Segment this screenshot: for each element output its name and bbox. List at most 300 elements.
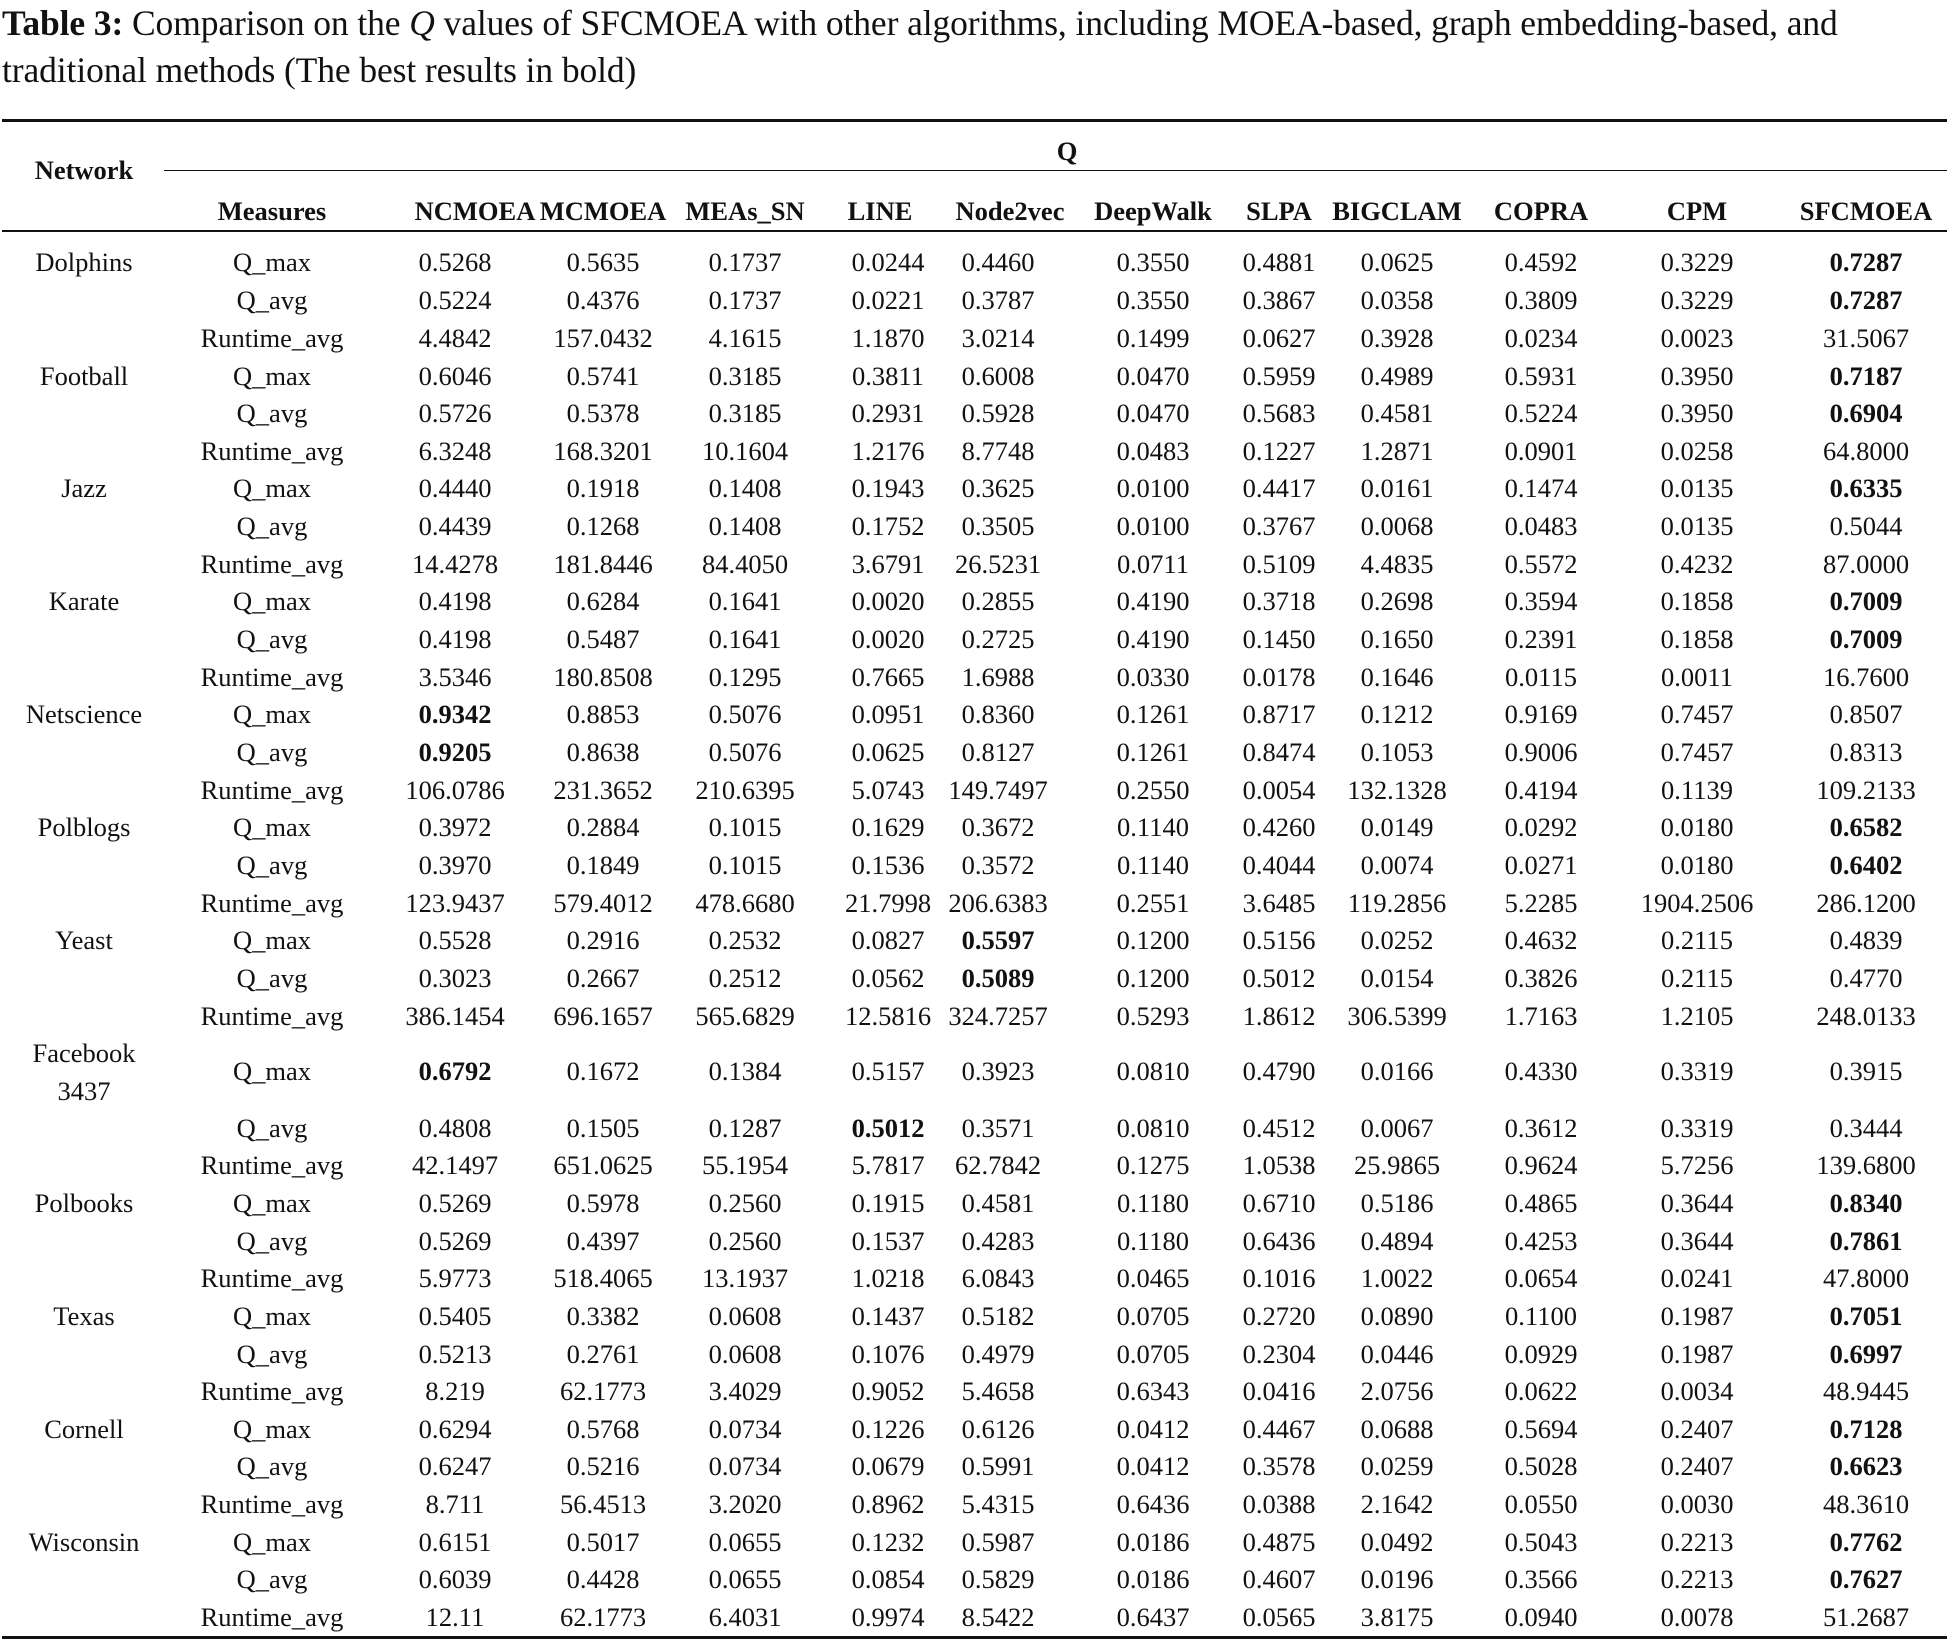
table-cell: 62.7842 [954, 1149, 1042, 1180]
table-cell: 0.4260 [1242, 811, 1316, 842]
table-cell: 0.7009 [1829, 585, 1903, 616]
header-col-bigclam: BIGCLAM [1332, 195, 1462, 226]
header-bottom-rule [2, 230, 1947, 232]
table-cell: 0.5405 [418, 1300, 492, 1331]
table-cell: 231.3652 [553, 774, 653, 805]
table-cell: 0.1650 [1360, 623, 1434, 654]
table-cell: 565.6829 [695, 1000, 795, 1031]
table-cell: 696.1657 [553, 1000, 653, 1031]
table-cell: 0.5931 [1504, 360, 1578, 391]
caption-q-symbol: Q [409, 3, 435, 43]
network-name: Polblogs [37, 811, 131, 842]
measure-label: Runtime_avg [200, 1488, 344, 1519]
table-cell: 0.5076 [708, 698, 782, 729]
table-cell: 0.0388 [1242, 1488, 1316, 1519]
header-col-measures: Measures [217, 195, 327, 226]
table-cell: 106.0786 [405, 774, 505, 805]
table-cell: 1904.2506 [1640, 887, 1754, 918]
table-cell: 180.8508 [553, 661, 653, 692]
measure-label: Q_avg [236, 1225, 308, 1256]
table-cell: 0.3915 [1829, 1055, 1903, 1086]
table-cell: 0.4253 [1504, 1225, 1578, 1256]
table-cell: 0.5991 [961, 1450, 1035, 1481]
measure-label: Q_avg [236, 1563, 308, 1594]
table-cell: 8.219 [425, 1375, 485, 1406]
network-name: Cornell [44, 1413, 124, 1444]
table-cell: 0.3185 [708, 397, 782, 428]
table-cell: 0.8853 [566, 698, 640, 729]
measure-label: Q_max [232, 924, 312, 955]
table-cell: 0.6437 [1116, 1601, 1190, 1632]
table-cell: 0.6997 [1829, 1338, 1903, 1369]
table-cell: 0.0241 [1660, 1262, 1734, 1293]
table-cell: 62.1773 [559, 1375, 647, 1406]
network-name: Karate [48, 585, 120, 616]
table-cell: 0.3023 [418, 962, 492, 993]
table-cell: 0.2551 [1116, 887, 1190, 918]
table-cell: 0.1295 [708, 661, 782, 692]
table-cell: 0.5043 [1504, 1526, 1578, 1557]
table-cell: 0.2115 [1661, 924, 1733, 955]
table-cell: 0.3505 [961, 510, 1035, 541]
table-cell: 0.0416 [1242, 1375, 1316, 1406]
measure-label: Q_max [232, 698, 312, 729]
table-cell: 1.6988 [961, 661, 1035, 692]
measure-label: Runtime_avg [200, 1000, 344, 1031]
table-cell: 0.5726 [418, 397, 492, 428]
table-cell: 0.0655 [708, 1526, 782, 1557]
table-cell: 0.6247 [418, 1450, 492, 1481]
table-cell: 0.5109 [1242, 548, 1316, 579]
table-cell: 0.4417 [1242, 472, 1316, 503]
network-name-line: Facebook [32, 1037, 136, 1068]
table-cell: 0.1629 [851, 811, 925, 842]
table-cell: 286.1200 [1816, 887, 1916, 918]
table-cell: 12.11 [425, 1601, 485, 1632]
table-cell: 0.1737 [708, 284, 782, 315]
table-cell: 0.6402 [1829, 849, 1903, 880]
table-cell: 0.5186 [1360, 1187, 1434, 1218]
table-cell: 157.0432 [553, 322, 653, 353]
table-cell: 0.4592 [1504, 246, 1578, 277]
table-cell: 21.7998 [844, 887, 932, 918]
table-cell: 0.0470 [1116, 397, 1190, 428]
table-cell: 1.0538 [1242, 1149, 1316, 1180]
measure-label: Runtime_avg [200, 774, 344, 805]
caption-text-end: values of SFCMOEA with other algorithms, including MOEA-based, graph embedding-based, and traditional methods (The best results in bold) [2, 3, 1838, 90]
table-cell: 0.0654 [1504, 1262, 1578, 1293]
table-cell: 0.8127 [961, 736, 1035, 767]
table-cell: 0.9342 [418, 698, 492, 729]
table-cell: 3.6791 [851, 548, 925, 579]
table-cell: 0.4581 [961, 1187, 1035, 1218]
table-cell: 0.6343 [1116, 1375, 1190, 1406]
table-cell: 0.5044 [1829, 510, 1903, 541]
table-cell: 0.0705 [1116, 1300, 1190, 1331]
table-cell: 0.3319 [1660, 1112, 1734, 1143]
table-cell: 64.8000 [1822, 435, 1910, 466]
table-cell: 0.7627 [1829, 1563, 1903, 1594]
table-cell: 0.3578 [1242, 1450, 1316, 1481]
table-cell: 0.3923 [961, 1055, 1035, 1086]
table-cell: 0.3612 [1504, 1112, 1578, 1143]
table-cell: 579.4012 [553, 887, 653, 918]
table-cell: 0.0135 [1660, 510, 1734, 541]
table-cell: 518.4065 [553, 1262, 653, 1293]
table-cell: 84.4050 [701, 548, 789, 579]
table-cell: 6.3248 [418, 435, 492, 466]
table-cell: 0.6710 [1242, 1187, 1316, 1218]
table-cell: 0.5017 [566, 1526, 640, 1557]
table-cell: 0.8507 [1829, 698, 1903, 729]
table-cell: 8.711 [425, 1488, 485, 1519]
measure-label: Q_max [232, 1413, 312, 1444]
table-cell: 0.1408 [708, 510, 782, 541]
table-cell: 0.1200 [1116, 924, 1190, 955]
table-cell: 0.1499 [1116, 322, 1190, 353]
table-cell: 0.1737 [708, 246, 782, 277]
table-cell: 0.1450 [1242, 623, 1316, 654]
table-cell: 4.1615 [708, 322, 782, 353]
table-cell: 0.1076 [851, 1338, 925, 1369]
measure-label: Q_avg [236, 1112, 308, 1143]
table-cell: 0.0034 [1660, 1375, 1734, 1406]
table-cell: 0.4283 [961, 1225, 1035, 1256]
table-cell: 0.4467 [1242, 1413, 1316, 1444]
table-cell: 0.9052 [851, 1375, 925, 1406]
table-cell: 0.8340 [1829, 1187, 1903, 1218]
table-cell: 0.4894 [1360, 1225, 1434, 1256]
table-cell: 1.8612 [1242, 1000, 1316, 1031]
table-cell: 0.4881 [1242, 246, 1316, 277]
table-cell: 0.3928 [1360, 322, 1434, 353]
network-name: Netscience [25, 698, 143, 729]
table-cell: 0.8717 [1242, 698, 1316, 729]
table-cell: 0.5076 [708, 736, 782, 767]
table-cell: 0.5213 [418, 1338, 492, 1369]
table-cell: 0.0258 [1660, 435, 1734, 466]
table-cell: 0.5928 [961, 397, 1035, 428]
table-cell: 0.8638 [566, 736, 640, 767]
measure-label: Q_avg [236, 1338, 308, 1369]
table-cell: 0.1437 [851, 1300, 925, 1331]
table-cell: 0.1987 [1660, 1338, 1734, 1369]
table-cell: 62.1773 [559, 1601, 647, 1632]
table-cell: 0.1016 [1242, 1262, 1316, 1293]
table-cell: 0.2391 [1504, 623, 1578, 654]
header-col-sfcmoea: SFCMOEA [1799, 195, 1933, 226]
table-cell: 0.1918 [566, 472, 640, 503]
table-cell: 0.9169 [1504, 698, 1578, 729]
table-cell: 0.1537 [851, 1225, 925, 1256]
table-cell: 0.3718 [1242, 585, 1316, 616]
network-name-line: 3437 [57, 1075, 111, 1106]
header-col-node2vec: Node2vec [955, 195, 1065, 226]
table-label: Table 3: [2, 3, 124, 43]
table-cell: 0.0011 [1661, 661, 1733, 692]
table-cell: 0.0180 [1660, 811, 1734, 842]
table-cell: 0.4232 [1660, 548, 1734, 579]
table-cell: 0.0115 [1505, 661, 1577, 692]
table-cell: 3.4029 [708, 1375, 782, 1406]
table-cell: 0.4839 [1829, 924, 1903, 955]
table-cell: 0.3594 [1504, 585, 1578, 616]
table-cell: 0.5269 [418, 1225, 492, 1256]
table-cell: 0.0446 [1360, 1338, 1434, 1369]
table-cell: 0.0465 [1116, 1262, 1190, 1293]
table-cell: 56.4513 [559, 1488, 647, 1519]
table-cell: 0.1858 [1660, 585, 1734, 616]
table-cell: 0.5683 [1242, 397, 1316, 428]
table-cell: 0.5089 [961, 962, 1035, 993]
table-cell: 0.4376 [566, 284, 640, 315]
measure-label: Q_avg [236, 623, 308, 654]
header-col-copra: COPRA [1493, 195, 1589, 226]
table-cell: 5.2285 [1504, 887, 1578, 918]
table-cell: 0.0625 [851, 736, 925, 767]
caption-text-start: Comparison on the [123, 3, 410, 43]
table-cell: 0.0252 [1360, 924, 1434, 955]
table-cell: 0.0221 [851, 284, 925, 315]
network-name: Texas [53, 1300, 115, 1331]
table-cell: 0.3566 [1504, 1563, 1578, 1594]
table-cell: 0.5268 [418, 246, 492, 277]
header-col-line: LINE [847, 195, 913, 226]
table-cell: 0.0550 [1504, 1488, 1578, 1519]
table-cell: 0.5182 [961, 1300, 1035, 1331]
table-cell: 0.0234 [1504, 322, 1578, 353]
table-cell: 3.2020 [708, 1488, 782, 1519]
measure-label: Q_max [232, 585, 312, 616]
table-cell: 0.4989 [1360, 360, 1434, 391]
table-cell: 0.0023 [1660, 322, 1734, 353]
table-cell: 0.1849 [566, 849, 640, 880]
table-cell: 0.0483 [1116, 435, 1190, 466]
table-cell: 1.2105 [1660, 1000, 1734, 1031]
table-cell: 0.3970 [418, 849, 492, 880]
table-cell: 0.2407 [1660, 1450, 1734, 1481]
table-cell: 0.2550 [1116, 774, 1190, 805]
table-cell: 0.0608 [708, 1338, 782, 1369]
measure-label: Q_max [232, 811, 312, 842]
table-cell: 0.7861 [1829, 1225, 1903, 1256]
measure-label: Runtime_avg [200, 435, 344, 466]
table-cell: 206.6383 [948, 887, 1048, 918]
table-cell: 0.0940 [1504, 1601, 1578, 1632]
measure-label: Q_avg [236, 397, 308, 428]
network-name: Football [39, 360, 129, 391]
group-header-rule [164, 170, 1947, 171]
table-cell: 0.5635 [566, 246, 640, 277]
table-cell: 0.4875 [1242, 1526, 1316, 1557]
measure-label: Q_max [232, 472, 312, 503]
table-cell: 0.2407 [1660, 1413, 1734, 1444]
table-cell: 0.7457 [1660, 736, 1734, 767]
measure-label: Q_avg [236, 736, 308, 767]
table-cell: 0.0166 [1360, 1055, 1434, 1086]
table-cell: 0.2532 [708, 924, 782, 955]
network-name: Wisconsin [28, 1526, 140, 1557]
table-cell: 0.0711 [1117, 548, 1189, 579]
table-cell: 0.2512 [708, 962, 782, 993]
table-cell: 0.4790 [1242, 1055, 1316, 1086]
table-cell: 1.1870 [851, 322, 925, 353]
table-cell: 0.3572 [961, 849, 1035, 880]
table-cell: 5.7817 [851, 1149, 925, 1180]
table-cell: 0.0020 [851, 585, 925, 616]
table-cell: 1.2176 [851, 435, 925, 466]
table-cell: 0.5768 [566, 1413, 640, 1444]
table-top-rule [2, 119, 1947, 122]
table-cell: 0.0244 [851, 246, 925, 277]
table-cell: 0.0020 [851, 623, 925, 654]
table-cell: 25.9865 [1353, 1149, 1441, 1180]
table-cell: 0.3809 [1504, 284, 1578, 315]
table-cell: 0.3787 [961, 284, 1035, 315]
table-cell: 210.6395 [695, 774, 795, 805]
network-name: Polbooks [34, 1187, 134, 1218]
table-cell: 0.2720 [1242, 1300, 1316, 1331]
table-cell: 0.6623 [1829, 1450, 1903, 1481]
table-cell: 0.0100 [1116, 472, 1190, 503]
table-cell: 0.3767 [1242, 510, 1316, 541]
header-col-mcmoea: MCMOEA [539, 195, 667, 226]
measure-label: Q_max [232, 1300, 312, 1331]
table-cell: 0.1268 [566, 510, 640, 541]
table-cell: 0.0810 [1116, 1055, 1190, 1086]
table-cell: 3.8175 [1360, 1601, 1434, 1632]
table-cell: 0.1139 [1661, 774, 1733, 805]
measure-label: Runtime_avg [200, 548, 344, 579]
table-cell: 0.5694 [1504, 1413, 1578, 1444]
table-cell: 10.1604 [701, 435, 789, 466]
table-cell: 1.0218 [851, 1262, 925, 1293]
table-cell: 55.1954 [701, 1149, 789, 1180]
table-cell: 0.5012 [851, 1112, 925, 1143]
measure-label: Runtime_avg [200, 322, 344, 353]
table-cell: 16.7600 [1822, 661, 1910, 692]
table-cell: 0.1384 [708, 1055, 782, 1086]
table-caption [2, 0, 1947, 94]
table-cell: 48.9445 [1822, 1375, 1910, 1406]
table-cell: 0.6294 [418, 1413, 492, 1444]
table-cell: 0.0149 [1360, 811, 1434, 842]
table-cell: 0.4808 [418, 1112, 492, 1143]
table-cell: 0.0178 [1242, 661, 1316, 692]
header-network: Network [34, 154, 134, 185]
table-cell: 0.4460 [961, 246, 1035, 277]
table-cell: 0.4865 [1504, 1187, 1578, 1218]
table-cell: 0.1261 [1116, 736, 1190, 767]
header-col-ncmoea: NCMOEA [414, 195, 536, 226]
table-cell: 0.1140 [1117, 849, 1189, 880]
table-cell: 0.2916 [566, 924, 640, 955]
table-cell: 0.1180 [1117, 1225, 1189, 1256]
table-cell: 0.4198 [418, 585, 492, 616]
table-cell: 0.1212 [1360, 698, 1434, 729]
table-cell: 149.7497 [948, 774, 1048, 805]
measure-label: Runtime_avg [200, 1601, 344, 1632]
measure-label: Q_max [232, 360, 312, 391]
table-cell: 0.6126 [961, 1413, 1035, 1444]
table-cell: 0.1646 [1360, 661, 1434, 692]
table-cell: 139.6800 [1816, 1149, 1916, 1180]
measure-label: Q_max [232, 1055, 312, 1086]
table-cell: 0.2761 [566, 1338, 640, 1369]
table-cell: 0.0679 [851, 1450, 925, 1481]
table-cell: 1.0022 [1360, 1262, 1434, 1293]
table-cell: 0.5293 [1116, 1000, 1190, 1031]
table-cell: 0.6046 [418, 360, 492, 391]
table-cell: 0.2115 [1661, 962, 1733, 993]
table-cell: 0.3672 [961, 811, 1035, 842]
table-cell: 0.1536 [851, 849, 925, 880]
table-cell: 0.5156 [1242, 924, 1316, 955]
table-cell: 0.1915 [851, 1187, 925, 1218]
table-cell: 0.0565 [1242, 1601, 1316, 1632]
table-cell: 0.0259 [1360, 1450, 1434, 1481]
table-cell: 132.1328 [1347, 774, 1447, 805]
table-cell: 0.1987 [1660, 1300, 1734, 1331]
table-cell: 0.6039 [418, 1563, 492, 1594]
table-cell: 0.6335 [1829, 472, 1903, 503]
table-cell: 0.6436 [1116, 1488, 1190, 1519]
table-cell: 0.7287 [1829, 284, 1903, 315]
table-cell: 0.1408 [708, 472, 782, 503]
measure-label: Runtime_avg [200, 887, 344, 918]
table-cell: 0.3644 [1660, 1187, 1734, 1218]
table-cell: 0.5829 [961, 1563, 1035, 1594]
table-cell: 0.7287 [1829, 246, 1903, 277]
table-cell: 0.0196 [1360, 1563, 1434, 1594]
table-cell: 0.9006 [1504, 736, 1578, 767]
table-cell: 0.0705 [1116, 1338, 1190, 1369]
header-col-slpa: SLPA [1246, 195, 1312, 226]
table-cell: 0.7457 [1660, 698, 1734, 729]
table-cell: 386.1454 [405, 1000, 505, 1031]
table-cell: 0.3319 [1660, 1055, 1734, 1086]
table-cell: 0.2698 [1360, 585, 1434, 616]
measure-label: Q_avg [236, 284, 308, 315]
table-cell: 0.3950 [1660, 360, 1734, 391]
table-cell: 0.1505 [566, 1112, 640, 1143]
network-name: Yeast [55, 924, 113, 955]
table-cell: 0.0161 [1360, 472, 1434, 503]
table-cell: 0.3950 [1660, 397, 1734, 428]
table-cell: 0.2855 [961, 585, 1035, 616]
table-cell: 0.4190 [1116, 623, 1190, 654]
table-cell: 0.0483 [1504, 510, 1578, 541]
table-cell: 0.5572 [1504, 548, 1578, 579]
table-cell: 0.5216 [566, 1450, 640, 1481]
table-cell: 1.7163 [1504, 1000, 1578, 1031]
table-cell: 0.0655 [708, 1563, 782, 1594]
table-cell: 5.4315 [961, 1488, 1035, 1519]
table-cell: 0.7187 [1829, 360, 1903, 391]
table-cell: 0.2304 [1242, 1338, 1316, 1369]
table-cell: 2.0756 [1360, 1375, 1434, 1406]
table-cell: 0.3826 [1504, 962, 1578, 993]
table-cell: 0.6008 [961, 360, 1035, 391]
table-cell: 0.4428 [566, 1563, 640, 1594]
table-cell: 0.0186 [1116, 1563, 1190, 1594]
table-cell: 0.8360 [961, 698, 1035, 729]
table-cell: 0.0068 [1360, 510, 1434, 541]
table-cell: 0.8313 [1829, 736, 1903, 767]
table-cell: 0.0688 [1360, 1413, 1434, 1444]
table-cell: 0.9624 [1504, 1149, 1578, 1180]
measure-label: Q_max [232, 1187, 312, 1218]
